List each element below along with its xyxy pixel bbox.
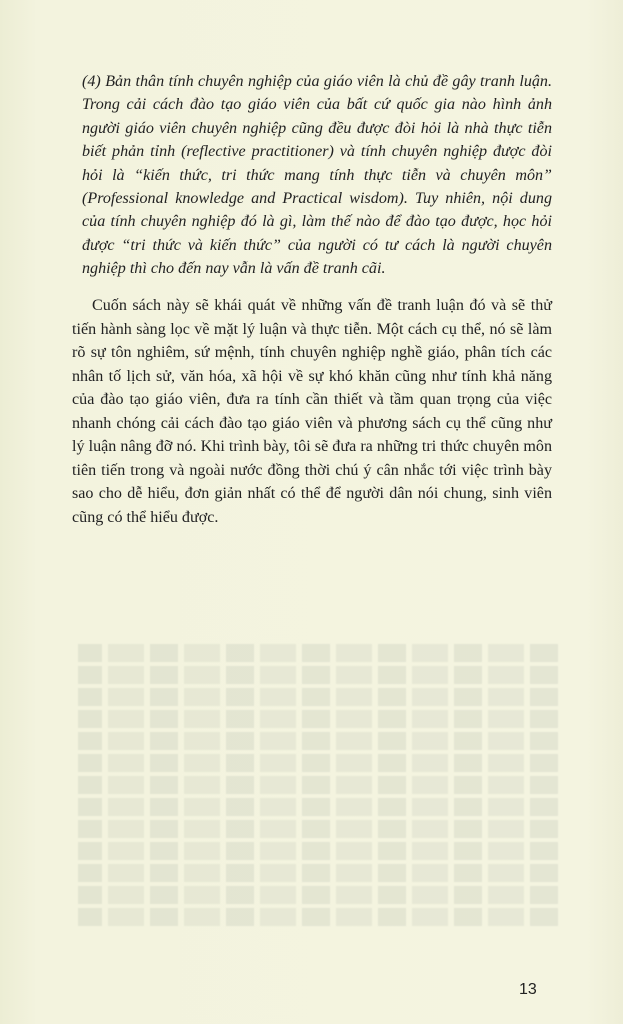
- show-through-reverse-page: [78, 612, 558, 930]
- show-through-line: [78, 754, 558, 772]
- show-through-line: [78, 864, 558, 882]
- show-through-line: [78, 886, 558, 904]
- show-through-line: [78, 776, 558, 794]
- page-number: 13: [519, 981, 537, 998]
- show-through-heading-shape: [78, 612, 558, 634]
- show-through-line: [78, 644, 558, 662]
- show-through-line: [78, 798, 558, 816]
- show-through-line: [78, 908, 558, 926]
- show-through-line: [78, 688, 558, 706]
- show-through-line: [78, 732, 558, 750]
- show-through-line: [78, 666, 558, 684]
- italic-quote-paragraph: (4) Bản thân tính chuyên nghiệp của giáo viên là chủ đề gây tranh luận. Trong cải cách đào tạo giáo viên của bất cứ quốc gia nào hình ảnh người giáo viên chuyên nghiệp cũng đều được đòi hỏi là nhà thực tiễn biết phản tỉnh (reflective practitioner) và tính chuyên nghiệp được đòi hỏi là “kiến thức, tri thức mang tính thực tiễn và chuyên môn” (Professional knowledge and Practical wisdom). Tuy nhiên, nội dung của tính chuyên nghiệp đó là gì, làm thế nào để đào tạo được, học hỏi được “tri thức và kiến thức” của người có tư cách là người chuyên nghiệp thì cho đến nay vẫn là vấn đề tranh cãi.: [82, 73, 552, 278]
- show-through-line: [78, 842, 558, 860]
- body-paragraph: Cuốn sách này sẽ khái quát về những vấn đề tranh luận đó và sẽ thử tiến hành sàng lọc về mặt lý luận và thực tiễn. Một cách cụ thể, nó sẽ làm rõ sự tôn nghiêm, sứ mệnh, tính chuyên nghiệp nghề giáo, phân tích các nhân tố lịch sử, văn hóa, xã hội về sự khó khăn cũng như tính khả năng của đào tạo giáo viên, đưa ra tính cần thiết và tầm quan trọng của việc nhanh chóng cải cách đào tạo giáo viên và phương sách cụ thể cũng như lý luận nâng đỡ nó. Khi trình bày, tôi sẽ đưa ra những tri thức chuyên môn tiên tiến trong và ngoài nước đồng thời chú ý cân nhắc tới việc trình bày sao cho dễ hiểu, đơn giản nhất có thể để người dân nói chung, sinh viên cũng có thể hiểu được.: [72, 297, 552, 526]
- show-through-line: [78, 820, 558, 838]
- show-through-line: [78, 710, 558, 728]
